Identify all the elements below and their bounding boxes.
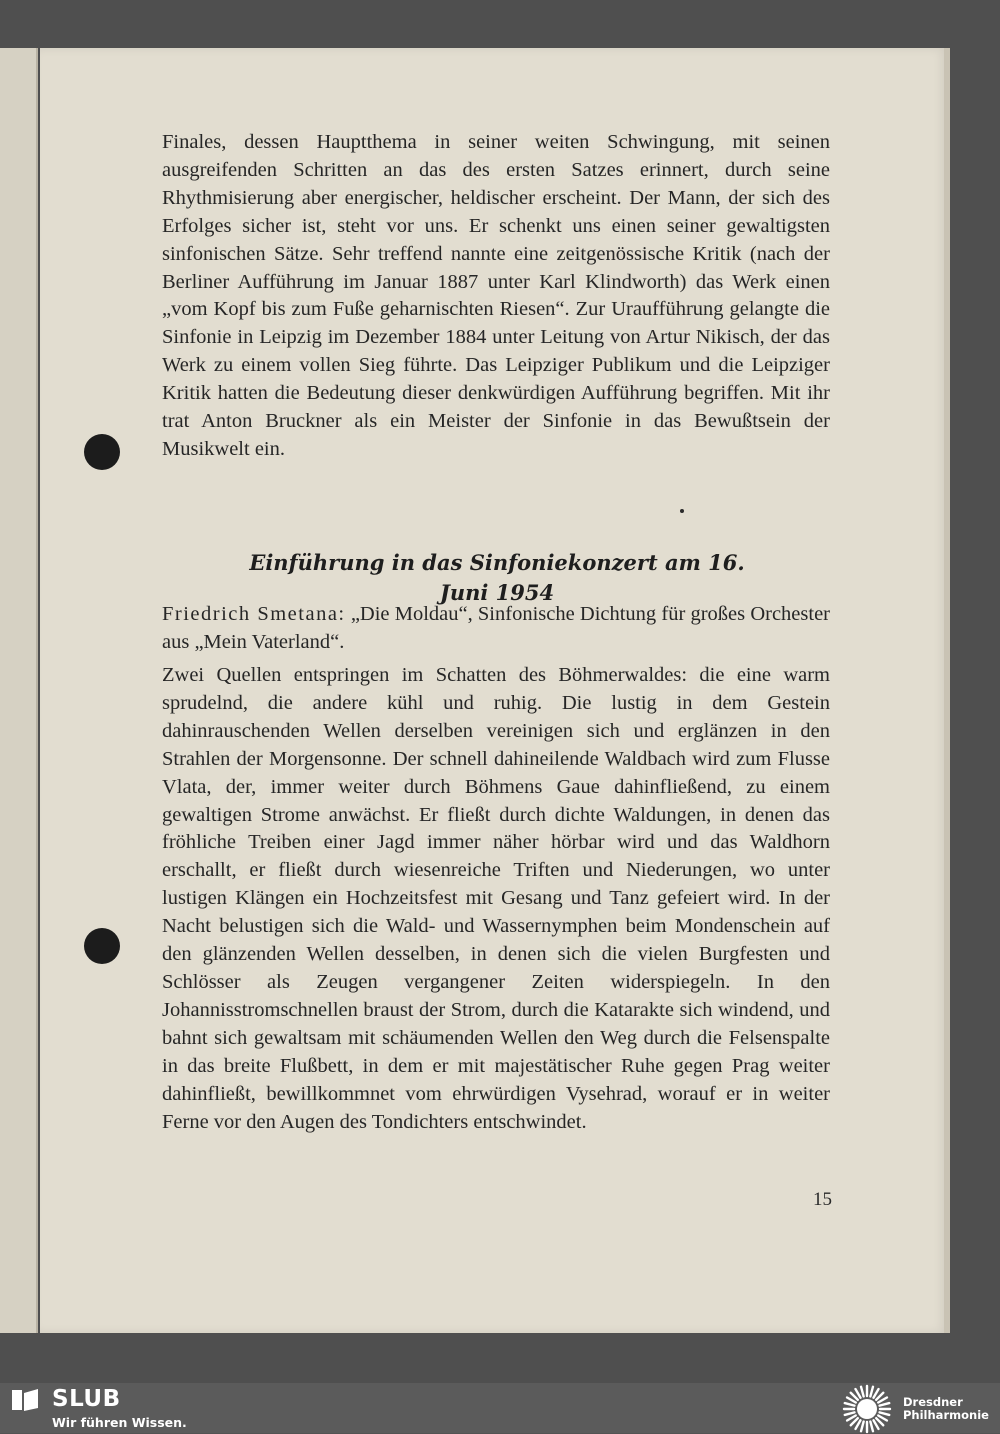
work-composer: Friedrich Smetana: xyxy=(162,603,346,625)
sunburst-ray xyxy=(851,1393,858,1400)
sunburst-ray xyxy=(878,1416,887,1421)
slub-book-icon xyxy=(12,1389,40,1411)
sunburst-ray xyxy=(856,1389,861,1398)
sunburst-ray xyxy=(880,1412,890,1415)
sunburst-ray xyxy=(876,1418,883,1425)
library-name[interactable]: SLUB xyxy=(52,1386,121,1412)
sunburst-ray xyxy=(845,1403,855,1406)
partner-name-line-1: Dresdner xyxy=(903,1395,963,1409)
sunburst-ray xyxy=(845,1412,855,1415)
sunburst-ray xyxy=(847,1416,856,1421)
partner-name-line-2: Philharmonie xyxy=(903,1408,989,1422)
previous-page-edge xyxy=(0,48,38,1333)
sunburst-ray xyxy=(847,1398,856,1403)
philharmonie-sunburst-icon[interactable] xyxy=(842,1384,892,1434)
sunburst-ray xyxy=(851,1418,858,1425)
footer-bar xyxy=(0,1383,1000,1433)
sunburst-ray xyxy=(856,1420,861,1429)
sunburst-ray xyxy=(876,1393,883,1400)
library-tagline: Wir führen Wissen. xyxy=(52,1415,187,1430)
paragraph-moldau: Zwei Quellen entspringen im Schatten des Böhmerwaldes: die eine warm sprudelnd, die andere kühl und ruhig. Die lustig in dem Gestein dahinrauschenden Wellen derselben vereinigen sich und erglänzen in den Strahlen der Morgensonne. Der schnell dahineilende Waldbach wird zum Flusse Vlata, der, immer weiter durch Böhmens Gaue dahinfließend, zu einem gewaltigen Strome anwächst. Er fließt durch dichte Waldungen, in denen das fröhliche Treiben einer Jagd immer näher hörbar wird und das Waldhorn erschallt, er fließt durch wiesenreiche Triften und Niederungen, wo unter lustigen Klängen ein Hochzeitsfest mit Gesang und Tanz gefeiert wird. In der Nacht belustigen sich die Wald- und Wassernymphen beim Mondenschein auf den glänzenden Wellen desselben, in denen sich die vielen Burgfesten und Schlösser als Zeugen vergangener Zeiten widerspiegeln. In den Johannisstromschnellen braust der Strom, durch die Katarakte sich windend, und bahnt sich gewaltsam mit schäumenden Wellen den Weg durch die Felsenspalte in das breite Flußbett, in dem er mit majestätischer Ruhe gegen Prag weiter dahinfließt, bewillkommnet vom ehrwürdigen Vysehrad, worauf er in weiter Ferne vor den Augen des Tondichters entschwindet. xyxy=(162,664,830,1133)
sunburst-ray xyxy=(880,1403,890,1406)
sunburst-ray xyxy=(874,1389,879,1398)
sunburst-ray xyxy=(874,1420,879,1429)
page-number: 15 xyxy=(813,1189,832,1210)
paragraph-bruckner-finale: Finales, dessen Hauptthema in seiner weiten Schwingung, mit seinen ausgreifenden Schritten an das des ersten Satzes erinnert, durch seine Rhythmisierung aber energischer, heldischer erscheint. Der Mann, der sich des Erfolges sicher ist, steht vor uns. Er schenkt uns einen seiner gewaltigsten sinfonischen Sätze. Sehr treffend nannte eine zeitgenössische Kritik (nach der Berliner Aufführung im Januar 1887 unter Karl Klindworth) das Werk einen „vom Kopf bis zum Fuße geharnischten Riesen“. Zur Uraufführung gelangte die Sinfonie in Leipzig im Dezember 1884 unter Leitung von Artur Nikisch, der das Werk zu einem vollen Sieg führte. Das Leipziger Publikum und die Leipziger Kritik hatten die Bedeutung dieser denkwürdigen Aufführung begriffen. Mit ihr trat Anton Bruckner als ein Meister der Sinfonie in das Bewußtsein der Musikwelt ein. xyxy=(162,131,830,460)
punch-hole xyxy=(84,434,120,470)
punch-hole xyxy=(84,928,120,964)
sunburst-ray xyxy=(870,1422,873,1432)
concert-heading: Einführung in das Sinfoniekonzert am 16. Juni 1954 xyxy=(249,550,745,605)
work-title: „Die Moldau“, Sinfonische Dichtung für großes Orchester aus „Mein Vaterland“. xyxy=(162,603,830,653)
sunburst-ray xyxy=(861,1387,864,1397)
page-edge-shadow xyxy=(944,48,950,1333)
ink-speck xyxy=(680,509,684,513)
sunburst-ray xyxy=(878,1398,887,1403)
sunburst-ray xyxy=(870,1387,873,1397)
sunburst-ray xyxy=(861,1422,864,1432)
partner-name[interactable] xyxy=(903,1396,995,1422)
work-title-line xyxy=(162,601,830,657)
